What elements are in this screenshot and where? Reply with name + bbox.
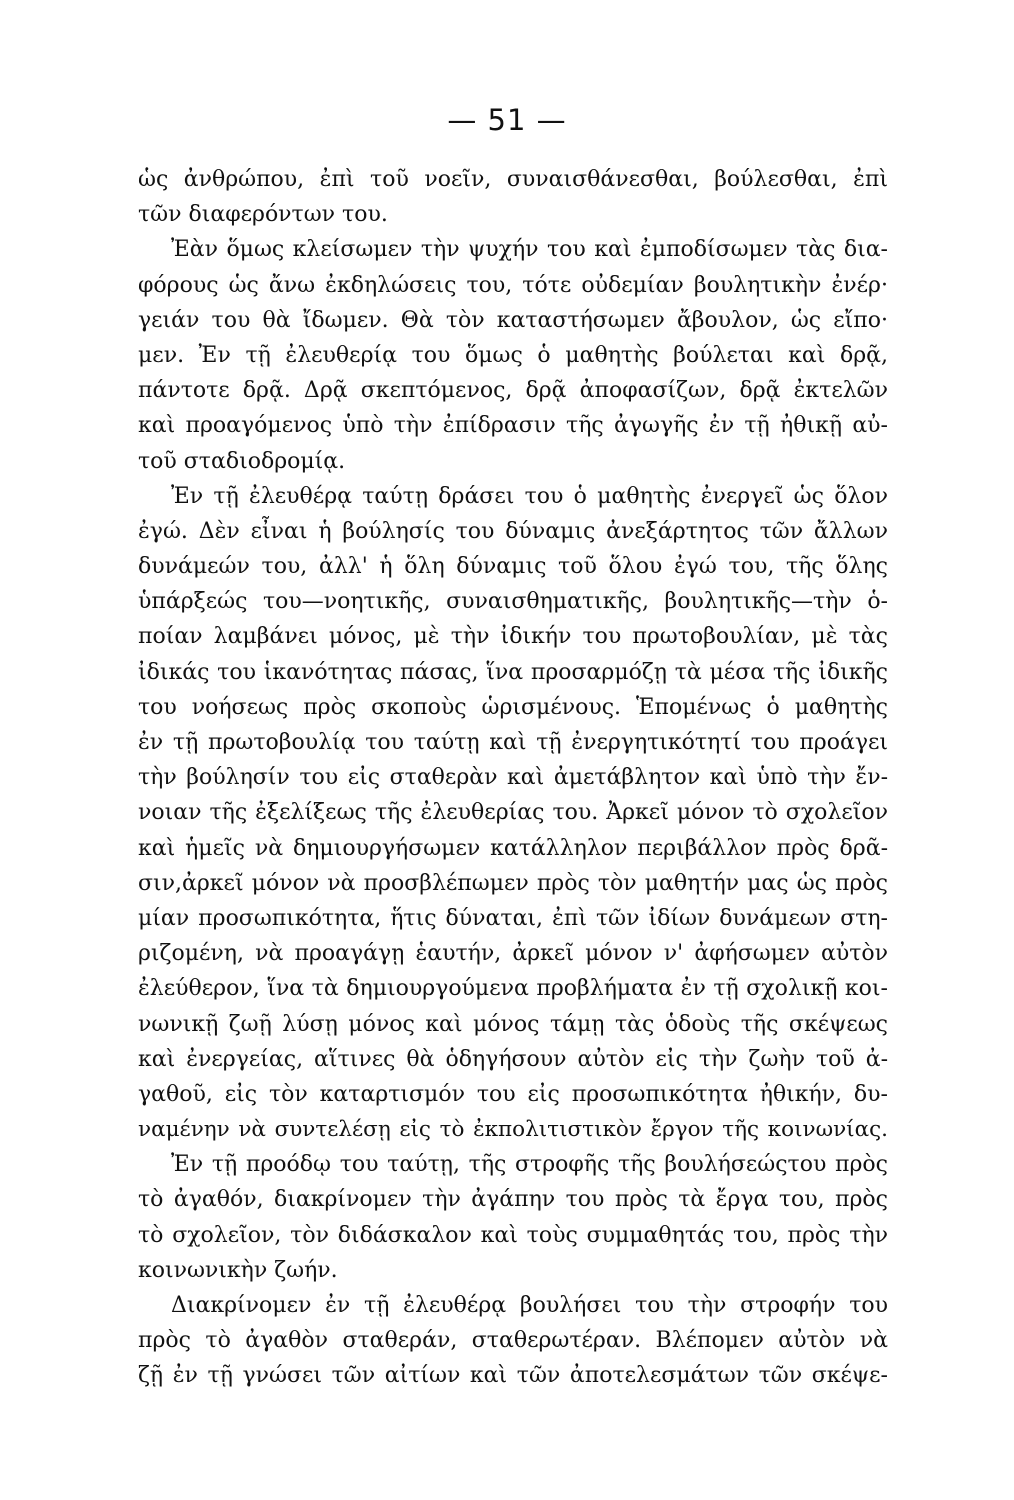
- text-line: τῶν διαφερόντων του.: [138, 202, 388, 228]
- body-text: [138, 162, 888, 1394]
- text-line: Διακρίνομεν ἐν τῇ ἐλευθέρᾳ βουλήσει του τὴν στροφήν του: [171, 1293, 888, 1318]
- text-line: καὶ ἡμεῖς νὰ δημιουργήσωμεν κατάλληλον περιβάλλον πρὸς δρᾶ-: [138, 835, 888, 861]
- text-line: πρὸς τὸ ἀγαθὸν σταθεράν, σταθερωτέραν. Βλέπομεν αὐτὸν νὰ: [138, 1328, 888, 1354]
- text-line: ἐν τῇ πρωτοβουλίᾳ του ταύτῃ καὶ τῇ ἐνεργητικότητί του προάγει: [138, 730, 888, 755]
- text-line: ποίαν λαμβάνει μόνος, μὲ τὴν ἰδικήν του πρωτοβουλίαν, μὲ τὰς: [138, 624, 888, 650]
- text-line: του νοήσεως πρὸς σκοποὺς ὡρισμένους. Ἑπομένως ὁ μαθητὴς: [138, 694, 888, 720]
- text-line: δυνάμεών του, ἀλλ' ἡ ὅλη δύναμις τοῦ ὅλου ἐγώ του, τῆς ὅλης: [138, 554, 888, 580]
- text-line: σιν,ἀρκεῖ μόνον νὰ προσβλέπωμεν πρὸς τὸν μαθητήν μας ὡς πρὸς: [138, 870, 888, 896]
- text-line: ἰδικάς του ἱκανότητας πάσας, ἵνα προσαρμόζῃ τὰ μέσα τῆς ἰδικῆς: [138, 659, 888, 685]
- text-line: ναμένην νὰ συντελέσῃ εἰς τὸ ἐκπολιτιστικὸν ἔργον τῆς κοινωνίας.: [138, 1117, 888, 1143]
- text-line: καὶ προαγόμενος ὑπὸ τὴν ἐπίδρασιν τῆς ἀγωγῆς ἐν τῇ ἠθικῇ αὐ-: [138, 413, 888, 439]
- text-line: ριζομένη, νὰ προαγάγῃ ἑαυτήν, ἀρκεῖ μόνον ν' ἀφήσωμεν αὐτὸν: [138, 941, 888, 967]
- text-line: ζῇ ἐν τῇ γνώσει τῶν αἰτίων καὶ τῶν ἀποτελεσμάτων τῶν σκέψε-: [138, 1363, 888, 1389]
- text-line: τοῦ σταδιοδρομίᾳ.: [138, 448, 346, 474]
- text-line: γαθοῦ, εἰς τὸν καταρτισμόν του εἰς προσωπικότητα ἠθικήν, δυ-: [138, 1081, 888, 1107]
- text-line: καὶ ἐνεργείας, αἵτινες θὰ ὁδηγήσουν αὐτὸν εἰς τὴν ζωὴν τοῦ ἀ-: [138, 1046, 888, 1072]
- text-line: τὸ ἀγαθόν, διακρίνομεν τὴν ἀγάπην του πρὸς τὰ ἔργα του, πρὸς: [138, 1187, 888, 1213]
- text-line: μίαν προσωπικότητα, ἥτις δύναται, ἐπὶ τῶν ἰδίων δυνάμεων στη-: [138, 905, 888, 931]
- text-line: πάντοτε δρᾷ. Δρᾷ σκεπτόμενος, δρᾷ ἀποφασίζων, δρᾷ ἐκτελῶν: [138, 378, 888, 404]
- text-line: Ἐὰν ὅμως κλείσωμεν τὴν ψυχήν του καὶ ἐμποδίσωμεν τὰς δια-: [171, 237, 888, 263]
- text-line: κοινωνικὴν ζωήν.: [138, 1257, 338, 1283]
- text-line: τὸ σχολεῖον, τὸν διδάσκαλον καὶ τοὺς συμμαθητάς του, πρὸς τὴν: [138, 1222, 888, 1248]
- text-line: νοιαν τῆς ἐξελίξεως τῆς ἐλευθερίας του. Ἀρκεῖ μόνον τὸ σχολεῖον: [138, 800, 888, 826]
- page-number: — 51 —: [447, 103, 567, 137]
- text-line: ὑπάρξεώς του—νοητικῆς, συναισθηματικῆς, βουλητικῆς—τὴν ὁ-: [138, 589, 888, 615]
- text-line: ἐλεύθερον, ἵνα τὰ δημιουργούμενα προβλήματα ἐν τῇ σχολικῇ κοι-: [138, 976, 888, 1002]
- text-line: φόρους ὡς ἄνω ἐκδηλώσεις του, τότε οὐδεμίαν βουλητικὴν ἐνέρ·: [138, 272, 888, 298]
- text-line: ὡς ἀνθρώπου, ἐπὶ τοῦ νοεῖν, συναισθάνεσθαι, βούλεσθαι, ἐπὶ: [138, 167, 888, 192]
- text-line: μεν. Ἐν τῇ ἐλευθερίᾳ του ὅμως ὁ μαθητὴς βούλεται καὶ δρᾷ,: [138, 342, 888, 368]
- text-line: Ἐν τῇ ἐλευθέρᾳ ταύτῃ δράσει του ὁ μαθητὴς ἐνεργεῖ ὡς ὅλον: [171, 483, 888, 509]
- text-line: Ἐν τῇ προόδῳ του ταύτῃ, τῆς στροφῆς τῆς βουλήσεώςτου πρὸς: [171, 1152, 888, 1178]
- text-line: νωνικῇ ζωῇ λύσῃ μόνος καὶ μόνος τάμῃ τὰς ὁδοὺς τῆς σκέψεως: [138, 1011, 888, 1037]
- text-line: τὴν βούλησίν του εἰς σταθερὰν καὶ ἀμετάβλητον καὶ ὑπὸ τὴν ἔν-: [138, 765, 888, 791]
- text-line: γειάν του θὰ ἴδωμεν. Θὰ τὸν καταστήσωμεν ἄβουλον, ὡς εἴπο·: [138, 307, 888, 333]
- text-line: ἐγώ. Δὲν εἶναι ἡ βούλησίς του δύναμις ἀνεξάρτητος τῶν ἄλλων: [138, 518, 888, 544]
